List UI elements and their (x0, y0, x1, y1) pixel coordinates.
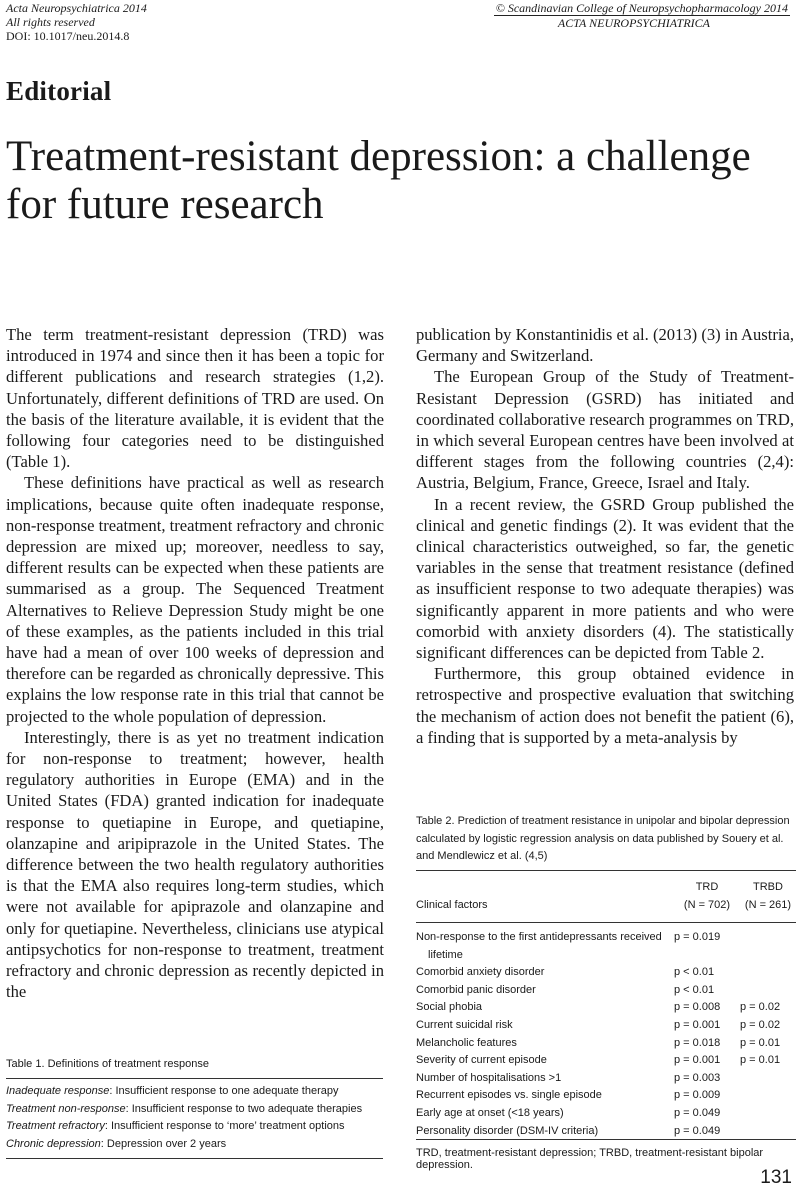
article-title: Treatment-resistant depression: a challenge for future research (6, 133, 751, 228)
table2-trbd-value (740, 1070, 796, 1088)
table2-factor: Early age at onset (<18 years) (416, 1106, 564, 1119)
table2-factor: Current suicidal risk (416, 1018, 513, 1031)
paragraph: In a recent review, the GSRD Group published the clinical and genetic findings (2). It was evident that the clinical characteristics outweighed, so far, the genetic variables in the sense that treatment resistance (defined as insufficient response to two adequate therapies) was significantly apparent in more patients and who were comorbid with anxiety disorders (4). The statistically significant differences can be depicted from Table 2. (416, 494, 794, 663)
table-row (416, 982, 796, 1000)
doi: DOI: 10.1017/neu.2014.8 (6, 29, 130, 43)
table1-definition: : Depression over 2 years (100, 1137, 227, 1150)
table2-factor: Comorbid panic disorder (416, 983, 536, 996)
table2-factor: Social phobia (416, 1001, 483, 1014)
table-row (416, 999, 796, 1017)
table1-term: Treatment refractory (6, 1120, 105, 1133)
table2-trbd-value (740, 1123, 796, 1141)
table2-factor: Number of hospitalisations >1 (416, 1071, 562, 1084)
table2-trbd-value (740, 1087, 796, 1105)
table2-trd-value: p = 0.049 (674, 1124, 721, 1137)
table1-definition: : Insufficient response to two adequate therapies (125, 1102, 363, 1115)
body-column-left (6, 324, 384, 1003)
table2-trd-value: p = 0.003 (674, 1071, 721, 1084)
table-row (416, 929, 796, 964)
table2-caption: Table 2. Prediction of treatment resistance in unipolar and bipolar depression calculated by logistic regression analysis on data published by Souery et al. and Mendlewicz et al. (4,5) (416, 815, 790, 863)
table2-trbd-value: p = 0.02 (740, 1018, 781, 1031)
paragraph: Interestingly, there is as yet no treatment indication for non-response to treatment; however, health regulatory authorities in Europe (EMA) and in the United States (FDA) granted indication for inadequate response to quetiapine in Europe, and quetiapine, olanzapine and aripiprazole in the United States. The difference between the two health regulatory authorities is that the EMA also requires long-term studies, which were not available for apiprazole and olanzapine and only for quetiapine. Nevertheless, clinicians use atypical antipsychotics for non-response to treatment, treatment refractory and chronic depression as recently depicted in the (6, 727, 384, 1002)
running-header-left (6, 1, 147, 43)
page-number: 131 (760, 1167, 792, 1188)
table2-factor: Comorbid anxiety disorder (416, 966, 545, 979)
table2-trd-header: TRD (695, 881, 719, 893)
running-header-right (494, 1, 790, 30)
body-column-right (416, 324, 794, 748)
table2-trbd-value: p = 0.01 (740, 1054, 781, 1067)
table1-term: Inadequate response (6, 1085, 110, 1097)
table2-trbd-n: (N = 261) (744, 899, 792, 911)
table2-factor-header: Clinical factors (416, 899, 488, 911)
table1-row (6, 1101, 383, 1119)
table2-header-row (416, 878, 796, 896)
table-row (416, 1105, 796, 1123)
paragraph: Furthermore, this group obtained evidence in retrospective and prospective evaluation that switching the mechanism of action does not benefit the patient (6), a finding that is supported by a meta-analysis by (416, 664, 794, 747)
paragraph: The European Group of the Study of Treatment-Resistant Depression (GSRD) has initiated and coordinated collaborative research programmes on TRD, in which several European centres have been involved at different stages from the following countries (2,4): Austria, Belgium, France, Greece, Israel and Italy. (416, 367, 794, 493)
copyright-notice: © Scandinavian College of Neuropsychopharmacology 2014 (495, 1, 788, 15)
rights-notice: All rights reserved (6, 15, 95, 29)
table2-factor: Severity of current episode (416, 1054, 547, 1067)
table2-trbd-value (740, 964, 796, 982)
table1 (6, 1083, 383, 1153)
table2-factor: Melancholic features (416, 1036, 517, 1049)
table2-top-rule (416, 870, 796, 871)
table1-term: Chronic depression (6, 1137, 101, 1150)
table-row (416, 964, 796, 982)
table2-trd-value: p = 0.009 (674, 1089, 721, 1102)
table-row (416, 1087, 796, 1105)
table1-row (6, 1118, 383, 1136)
table2-trbd-value: p = 0.02 (740, 1001, 781, 1014)
table1-row (6, 1136, 383, 1154)
table2-trd-value: p < 0.01 (674, 966, 715, 979)
table2-trd-value: p = 0.008 (674, 1001, 721, 1014)
table2-trd-value: p = 0.049 (674, 1106, 721, 1119)
table2-factor: Non-response to the first antidepressants received lifetime (416, 931, 662, 961)
journal-caps: ACTA NEUROPSYCHIATRICA (557, 16, 710, 30)
table2-trbd-value (740, 1105, 796, 1123)
paragraph: These definitions have practical as well as research implications, because quite often inadequate response, non-response treatment, treatment refractory and chronic depression are mixed up; moreover, needless to say, different results can be expected when these patients are summarised as a group. The Sequenced Treatment Alternatives to Relieve Depression Study might be one of these examples, as the patients included in this trial have had a mean of over 100 weeks of depression and therefore can be regarded as chronically depressive. This explains the low response rate in this trial that cannot be projected to the whole population of depression. (6, 473, 384, 726)
table2-bottom-rule (416, 1139, 796, 1140)
table2-trd-value: p = 0.001 (674, 1054, 721, 1067)
table-row (416, 1017, 796, 1035)
paragraph: The term treatment-resistant depression (TRD) was introduced in 1974 and since then it has been a topic for different publications and research strategies (1,2). Unfortunately, different definitions of TRD are used. On the basis of the literature available, it is evident that the following four categories need to be distinguished (Table 1). (6, 325, 384, 472)
journal-name: Acta Neuropsychiatrica 2014 (6, 1, 147, 15)
table-row (416, 1035, 796, 1053)
table2-factor: Recurrent episodes vs. single episode (416, 1089, 602, 1102)
paragraph: publication by Konstantinidis et al. (2013) (3) in Austria, Germany and Switzerland. (416, 325, 794, 366)
table2-trd-value: p = 0.019 (674, 931, 721, 943)
section-label: Editorial (6, 76, 112, 106)
table1-definition: : Insufficient response to one adequate therapy (109, 1085, 339, 1097)
table2-header-row (416, 896, 796, 914)
table2-trbd-value (740, 982, 796, 1000)
table2 (416, 878, 796, 1140)
table1-definition: : Insufficient response to ‘more’ treatment options (104, 1120, 345, 1133)
table1-bottom-rule (6, 1158, 383, 1159)
table2-trd-value: p = 0.018 (674, 1036, 721, 1049)
table2-factor: Personality disorder (DSM-IV criteria) (416, 1124, 599, 1137)
table1-caption: Table 1. Definitions of treatment response (6, 1058, 210, 1070)
table-row (416, 1123, 796, 1141)
table2-footnote: TRD, treatment-resistant depression; TRBD, treatment-resistant bipolar depression. (416, 1147, 764, 1171)
table2-trbd-value: p = 0.01 (740, 1036, 781, 1049)
table2-trd-value: p < 0.01 (674, 983, 715, 996)
table1-row (6, 1083, 383, 1101)
table-row (416, 1052, 796, 1070)
table2-trbd-value (740, 929, 796, 964)
table1-top-rule (6, 1078, 383, 1079)
table2-trd-value: p = 0.001 (674, 1018, 721, 1031)
table2-trd-n: (N = 702) (683, 899, 731, 911)
table2-trbd-header: TRBD (753, 881, 783, 893)
table1-term: Treatment non-response (6, 1102, 126, 1115)
table-row (416, 1070, 796, 1088)
